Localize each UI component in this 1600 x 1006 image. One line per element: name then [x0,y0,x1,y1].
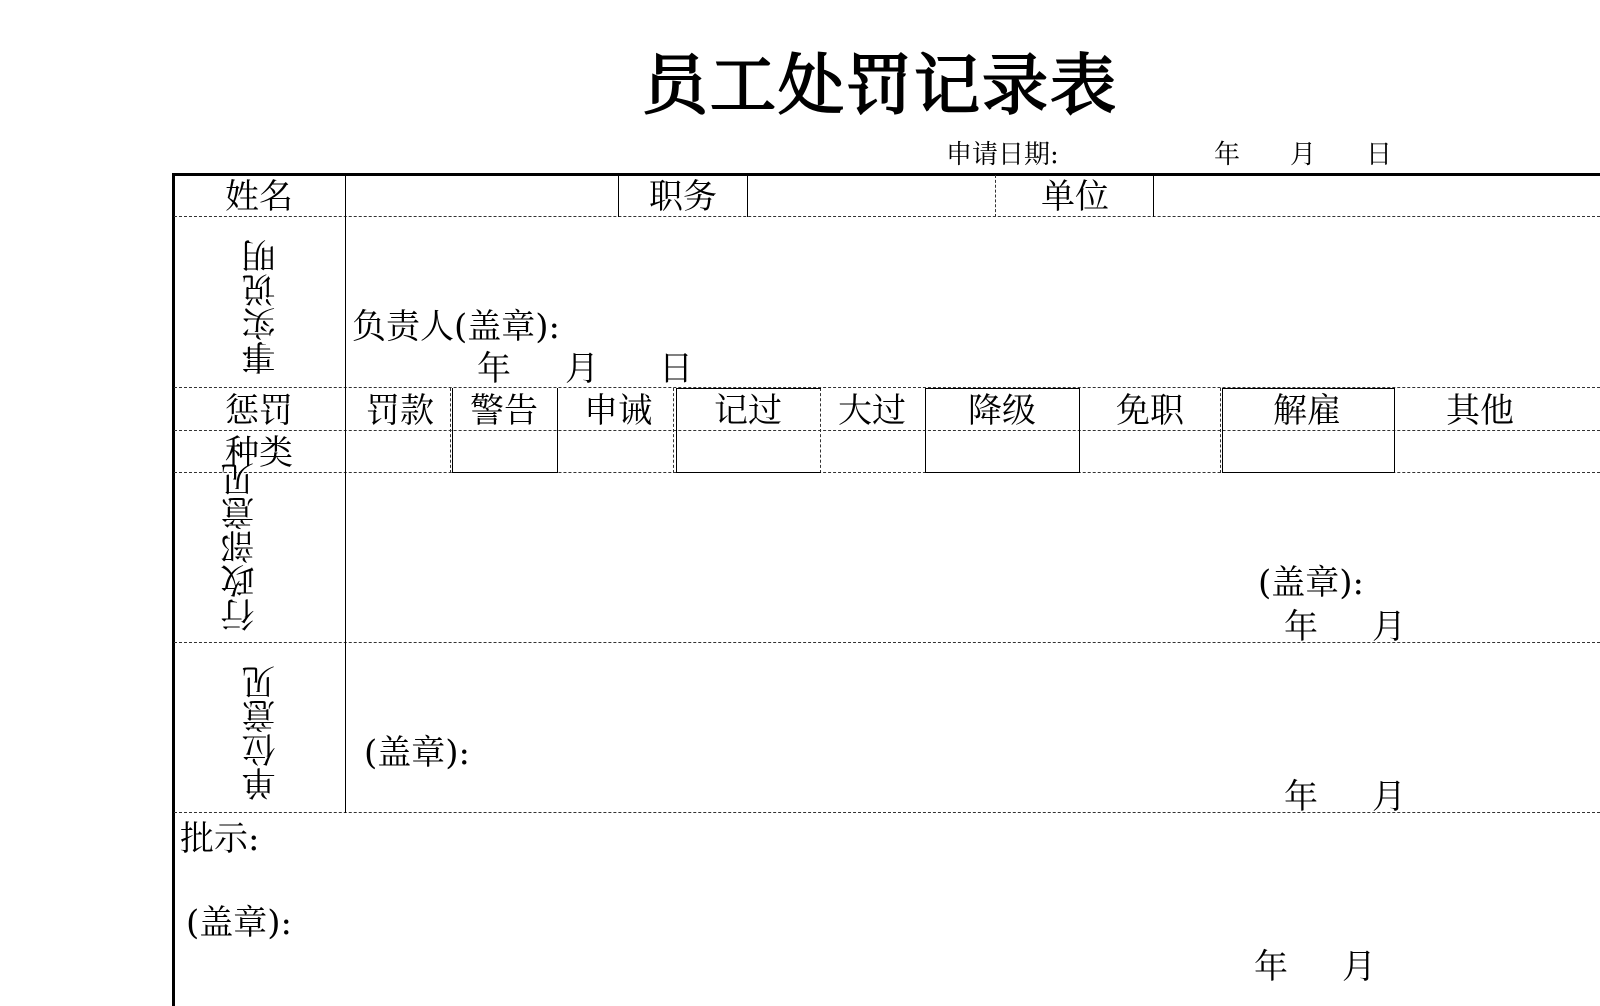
punishment-label-top: 惩罚 [225,391,293,431]
name-label: 姓名 [225,177,293,217]
punishment-type-warning: 警告 [470,391,538,431]
punishment-type-demerit: 记过 [714,391,782,431]
punishment-check-other[interactable] [1397,433,1597,470]
facts-year-label: 年 [477,349,511,389]
apply-month-label: 月 [1290,140,1317,170]
unit-seal-label: (盖章): [364,733,470,773]
punishment-type-fine: 罚款 [366,391,434,431]
cell-divider [452,388,453,473]
unit-opinion-label: 单位意见 [242,665,282,801]
box-border [925,472,1080,473]
unit-month-label: 月 [1372,777,1406,817]
cell-divider [747,175,748,217]
name-field[interactable] [347,177,617,215]
box-border [1222,472,1395,473]
approval-label: 批示: [180,819,260,859]
cell-divider [1222,388,1223,473]
apply-day-label: 日 [1366,140,1393,170]
punishment-check-warning[interactable] [455,433,555,470]
facts-month-label: 月 [565,349,599,389]
admin-month-label: 月 [1372,607,1406,647]
punishment-check-admonish[interactable] [560,433,670,470]
punishment-check-termination[interactable] [1225,433,1391,470]
position-label: 职务 [649,177,717,217]
box-border [676,388,821,389]
punishment-type-admonish: 申诫 [584,391,652,431]
box-border [925,388,1080,389]
facts-label: 事实说明 [242,239,282,375]
punishment-check-demerit[interactable] [679,433,817,470]
admin-year-label: 年 [1284,607,1318,647]
row-divider [174,216,1600,217]
responsible-seal-label: 负责人(盖章): [352,307,560,347]
cell-divider [1153,175,1154,217]
box-border [676,472,821,473]
approval-year-label: 年 [1254,947,1288,987]
label-column-divider [345,175,346,813]
box-border [1222,388,1395,389]
cell-divider [673,388,674,473]
punishment-type-demotion: 降级 [968,391,1036,431]
approval-month-label: 月 [1342,947,1376,987]
unit-label: 单位 [1041,177,1109,217]
cell-divider [1079,388,1080,473]
facts-day-label: 日 [659,349,693,389]
punishment-record-table [172,173,1600,1006]
cell-divider [557,388,558,473]
punishment-check-demotion[interactable] [928,433,1076,470]
cell-divider [450,388,451,473]
apply-year-label: 年 [1214,140,1241,170]
admin-opinion-label-box [221,462,304,632]
cell-divider [995,175,996,217]
cell-divider [676,388,677,473]
form-title: 员工处罚记录表 [642,46,1118,124]
punishment-label-bottom: 种类 [225,433,293,473]
punishment-check-dismissal[interactable] [1082,433,1218,470]
admin-seal-label: (盖章): [1258,563,1364,603]
cell-divider [1394,388,1395,473]
punishment-type-other: 其他 [1446,391,1514,431]
admin-opinion-label: 行政部意见 [221,462,261,632]
cell-divider [925,388,926,473]
cell-divider [618,175,619,217]
punishment-type-termination: 解雇 [1273,391,1341,431]
position-field[interactable] [749,177,994,215]
punishment-check-major-demerit[interactable] [823,433,923,470]
punishment-type-dismissal: 免职 [1116,391,1184,431]
cell-divider [820,388,821,473]
punishment-check-fine[interactable] [348,433,448,470]
unit-year-label: 年 [1284,777,1318,817]
box-border [452,472,558,473]
apply-date-label: 申请日期: [946,140,1059,170]
cell-divider [1220,388,1221,473]
punishment-type-major-demerit: 大过 [838,391,906,431]
approval-seal-label: (盖章): [186,903,292,943]
unit-field[interactable] [1155,177,1595,215]
